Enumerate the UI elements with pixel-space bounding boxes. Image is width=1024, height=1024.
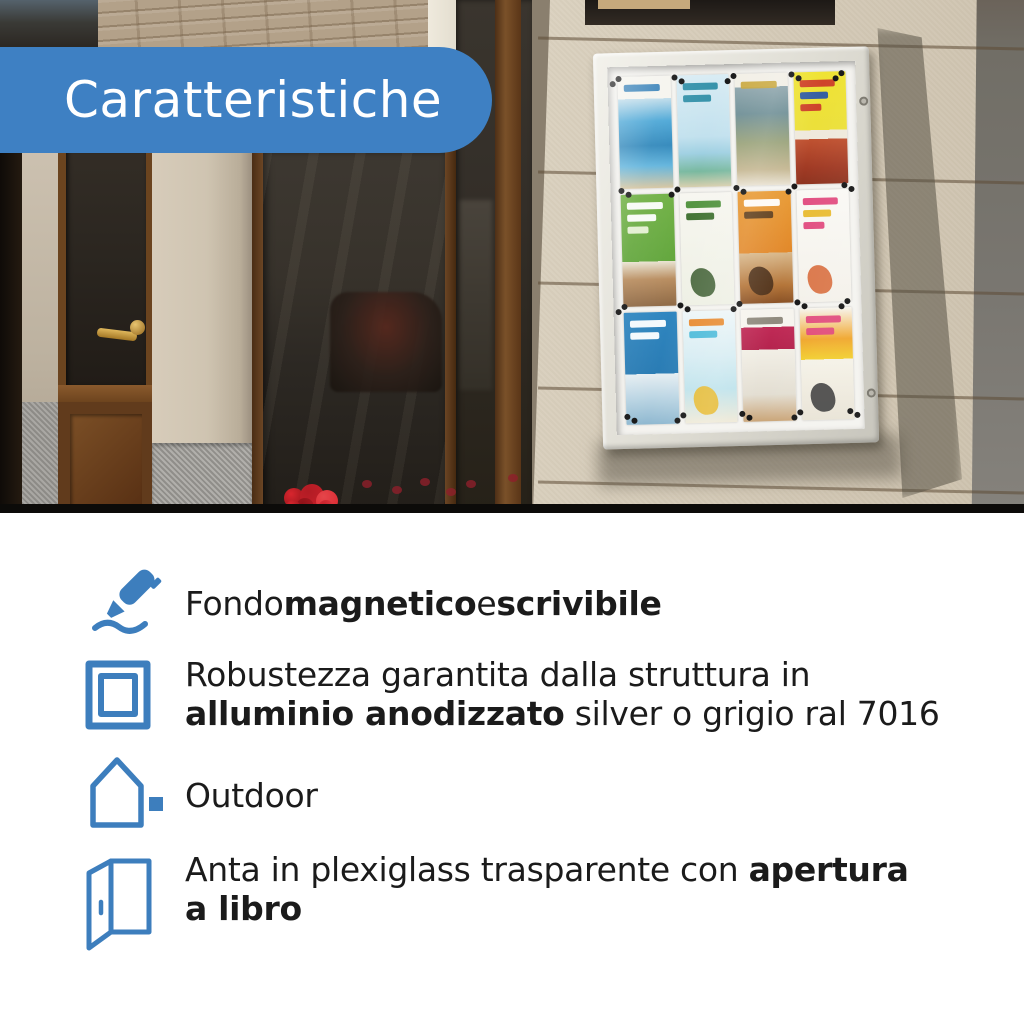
feature-row-door (85, 850, 909, 956)
brochure-text-bar (803, 222, 824, 229)
brochure-7 (738, 191, 793, 304)
left-door-frame (0, 148, 22, 513)
brochure-3 (734, 73, 789, 186)
text-segment: scrivibile (496, 583, 662, 623)
wooden-window-post (495, 0, 521, 513)
brochure-1 (617, 76, 672, 189)
title-banner (0, 47, 492, 153)
shop-window-frame (445, 148, 456, 513)
text-segment: silver o grigio ral 7016 (564, 694, 940, 733)
brochure-text-bar (624, 84, 660, 92)
masonry-wall (98, 0, 438, 50)
brochure-9 (624, 312, 679, 425)
text-segment: alluminio anodizzato (185, 694, 565, 733)
flower-reflection (446, 488, 456, 496)
magnet-dot (616, 309, 622, 315)
brochure-text-bar (689, 318, 725, 326)
feature-text (185, 850, 909, 928)
brochure-text-bar (806, 328, 835, 335)
photo-bottom-edge (0, 504, 1024, 513)
brochure-figure (809, 381, 838, 414)
brochure-8 (796, 189, 851, 302)
flower-reflection (420, 478, 430, 486)
door-handle-knob (130, 320, 145, 335)
brochure-text-bar (806, 315, 842, 323)
banner-title: Caratteristiche (64, 71, 443, 129)
open-door-icon (85, 850, 185, 956)
brochure-10 (682, 310, 737, 423)
brochure-11 (741, 309, 796, 422)
features-section (0, 513, 1024, 1024)
door-glass (66, 148, 146, 385)
frame-icon (85, 655, 185, 734)
feature-row-magnetic (85, 560, 662, 646)
brochure-text-bar (803, 210, 832, 217)
flower-reflection (362, 480, 372, 488)
brochure-text-bar (627, 202, 663, 210)
magnet-dot (674, 186, 680, 192)
brochure-text-bar (630, 332, 659, 339)
text-segment: magnetico (283, 583, 477, 623)
brochure-text-bar (686, 213, 715, 220)
flower-reflection (466, 480, 476, 488)
left-wall-granite-base (22, 402, 59, 513)
brochure-text-bar (744, 199, 780, 207)
feature-text (185, 655, 940, 733)
brochure-text-bar (627, 214, 656, 221)
brochure-text-bar (630, 320, 666, 328)
pillar-shaded-corner (969, 0, 1024, 513)
feature-row-structure (85, 655, 940, 734)
upper-window (0, 0, 102, 50)
brochure-figure (806, 263, 835, 296)
brochure-area (617, 71, 854, 425)
notice-board (593, 46, 879, 449)
brochure-text-bar (682, 82, 718, 90)
brochure-5 (621, 194, 676, 307)
brochure-figure (689, 266, 718, 299)
brochure-2 (676, 74, 731, 187)
brochure-text-bar (744, 211, 773, 218)
car-reflection (330, 292, 442, 392)
brochure-figure (747, 265, 776, 298)
brochure-12 (799, 307, 854, 420)
brochure-text-bar (686, 200, 722, 208)
magnet-dot (610, 81, 616, 87)
lock-knob (859, 96, 868, 105)
lock-knob (867, 388, 876, 397)
brochure-text-bar (628, 227, 649, 234)
magnet-dot (841, 182, 847, 188)
brochure-4 (793, 71, 848, 184)
brochure-text-bar (747, 317, 783, 325)
brochure-text-bar (800, 104, 821, 111)
brochure-text-bar (683, 95, 712, 102)
brochure-text-bar (741, 81, 777, 89)
brochure-text-bar (799, 79, 835, 87)
brochure-6 (679, 192, 734, 305)
brochure-grid (617, 71, 854, 425)
brochure-text-bar (689, 331, 718, 338)
shop-window-frame (252, 148, 263, 513)
magnet-dot (674, 418, 680, 424)
brochure-text-bar (800, 92, 829, 99)
brochure-figure (692, 384, 721, 417)
house-outdoor-icon (85, 753, 185, 837)
sign-wood-strip (598, 0, 690, 9)
magnet-dot (739, 411, 745, 417)
glass-light-reflection (460, 200, 492, 390)
magnet-dot (618, 188, 624, 194)
stucco-pillar-granite-base (152, 443, 252, 513)
text-segment: Fondo (185, 583, 284, 623)
text-segment: Anta in plexiglass trasparente con (185, 850, 749, 889)
text-segment: apertura (748, 850, 909, 889)
marker-pen-icon (85, 560, 185, 646)
brochure-text-bar (803, 197, 839, 205)
text-segment: a libro (185, 889, 302, 928)
feature-text (185, 776, 318, 815)
flower-reflection (508, 474, 518, 482)
text-segment: Robustezza garantita dalla struttura in (185, 655, 811, 694)
magnet-dot (797, 409, 803, 415)
door-rail (58, 385, 154, 402)
text-segment: e (476, 583, 497, 623)
door-panel-inset (70, 414, 142, 513)
text-segment: Outdoor (185, 775, 318, 815)
flower-reflection (392, 486, 402, 494)
feature-row-outdoor (85, 752, 318, 838)
feature-text (185, 584, 662, 623)
